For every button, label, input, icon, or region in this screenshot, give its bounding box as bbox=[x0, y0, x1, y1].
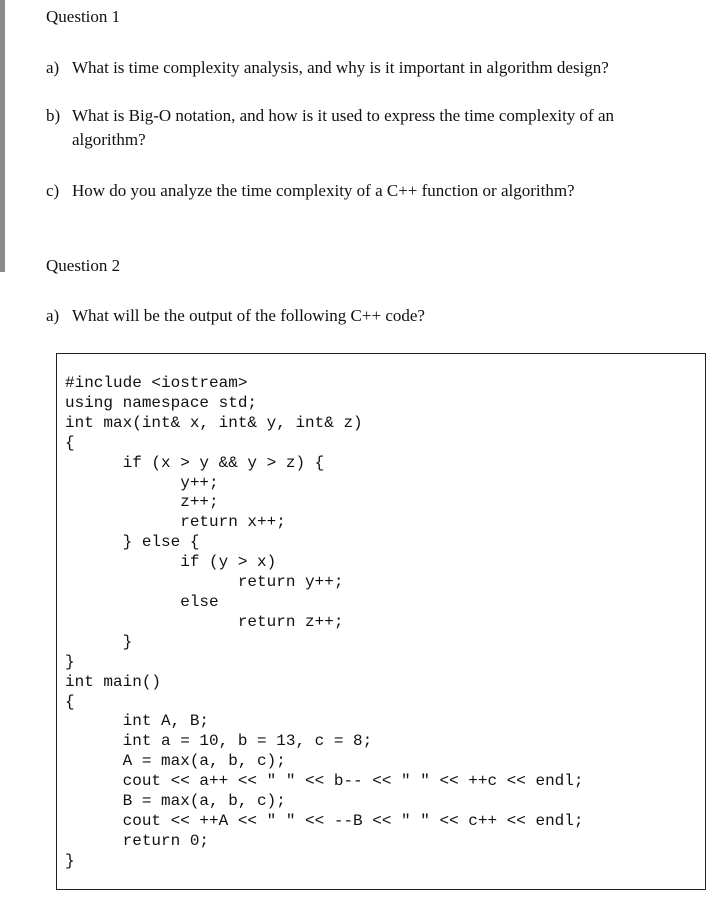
question-1c-text: How do you analyze the time complexity of a C++ function or algorithm? bbox=[72, 181, 575, 200]
question-2a-text: What will be the output of the following C++ code? bbox=[72, 306, 425, 325]
question-1b-text-line2: algorithm? bbox=[72, 130, 146, 149]
question-1b-letter: b) bbox=[46, 106, 61, 125]
question-1c-letter: c) bbox=[46, 181, 60, 200]
question-1c bbox=[46, 179, 706, 203]
question-1b bbox=[46, 104, 706, 152]
cpp-code-listing: #include <iostream> using namespace std; int max(int& x, int& y, int& z) { if (x > y && y > z) { y++; z++; return x++; } else { if (y > x) return y++; else return z++; } } int main() { int A, B; int a = 10, b = 13, c = 8; A = max(a, b, c); cout << a++ << " " << b-- << " " << ++c << endl; B = max(a, b, c); cout << ++A << " " << --B << " " << c++ << endl; return 0; } bbox=[65, 374, 584, 870]
question-1a-letter: a) bbox=[46, 58, 60, 77]
question-1b-text-line1: What is Big-O notation, and how is it used to express the time complexity of an bbox=[72, 106, 615, 125]
question-2-heading: Question 2 bbox=[46, 256, 121, 275]
left-margin-bar bbox=[0, 0, 5, 272]
code-box bbox=[56, 353, 706, 890]
question-1-heading: Question 1 bbox=[46, 7, 121, 26]
question-2a-letter: a) bbox=[46, 306, 60, 325]
question-1a-text: What is time complexity analysis, and why is it important in algorithm design? bbox=[72, 58, 609, 77]
question-1a bbox=[46, 56, 706, 80]
question-2a bbox=[46, 304, 706, 328]
